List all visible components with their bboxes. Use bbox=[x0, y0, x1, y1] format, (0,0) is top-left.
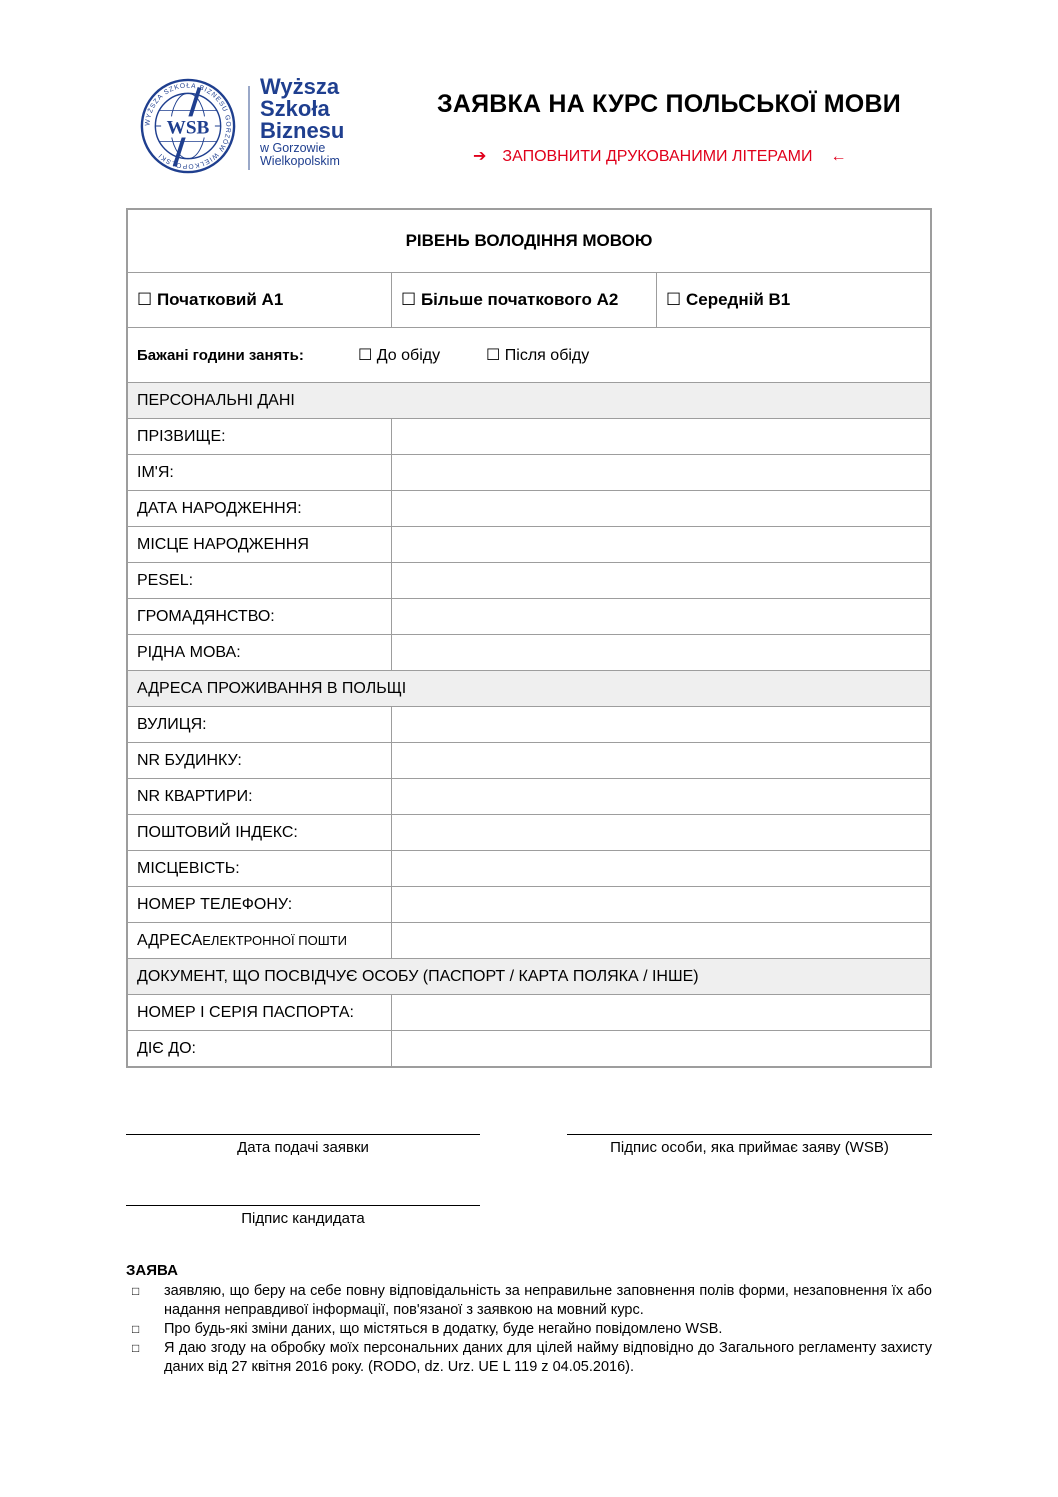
field-input-birth-date[interactable] bbox=[392, 491, 930, 526]
form-field-row bbox=[128, 850, 930, 886]
section-address bbox=[128, 670, 930, 706]
level-heading: РІВЕНЬ ВОЛОДІННЯ МОВОЮ bbox=[405, 231, 653, 250]
logo-circle-text: WSB bbox=[166, 117, 210, 139]
declaration-item bbox=[126, 1339, 932, 1377]
form-field-row bbox=[128, 994, 930, 1030]
level-option-a1[interactable]: ☐ Початковий A1 bbox=[128, 273, 392, 327]
field-input-email[interactable] bbox=[392, 923, 930, 958]
arrow-left-icon: ← bbox=[830, 148, 847, 165]
declaration-text: Я даю згоду на обробку моїх персональних даних для цілей найму відповідно до Загального регламенту захисту даних від 27 квітня 2016 року. (RODO, dz. Urz. UE L 119 z 04.05.2016). bbox=[164, 1340, 932, 1375]
field-label-native-language: РІДНА МОВА: bbox=[128, 635, 392, 670]
declaration-list bbox=[126, 1282, 932, 1377]
field-label-birth-date: ДАТА НАРОДЖЕННЯ: bbox=[128, 491, 392, 526]
field-label-pesel: PESEL: bbox=[128, 563, 392, 598]
logo-line-1: Wyższa bbox=[260, 74, 340, 99]
form-field-row bbox=[128, 778, 930, 814]
page-title: ЗАЯВКА НА КУРС ПОЛЬСЬКОЇ МОВИ bbox=[437, 90, 901, 118]
checkbox-icon[interactable]: □ bbox=[132, 1322, 140, 1336]
declaration-text: заявляю, що беру на себе повну відповідальність за неправильне заповнення полів форми, незаповнення їх або надання неправдивої інформації, пов'язаної з заявкою на мовний курс. bbox=[164, 1283, 932, 1318]
field-input-locality[interactable] bbox=[392, 851, 930, 886]
field-input-surname[interactable] bbox=[392, 419, 930, 454]
level-option-b1[interactable]: ☐ Середній B1 bbox=[666, 290, 791, 309]
field-label-birth-place: МІСЦЕ НАРОДЖЕННЯ bbox=[128, 527, 392, 562]
signature-label-candidate: Підпис кандидата bbox=[241, 1210, 365, 1227]
signature-label-date: Дата подачі заявки bbox=[237, 1139, 369, 1156]
field-input-valid-until[interactable] bbox=[392, 1031, 930, 1066]
signature-line-date[interactable] bbox=[126, 1134, 480, 1135]
logo-divider bbox=[248, 86, 250, 170]
field-input-apartment-number[interactable] bbox=[392, 779, 930, 814]
field-label-locality: МІСЦЕВІСТЬ: bbox=[128, 851, 392, 886]
instruction-banner bbox=[473, 146, 847, 166]
field-input-passport-number[interactable] bbox=[392, 995, 930, 1030]
field-label-postal-code: ПОШТОВИЙ ІНДЕКС: bbox=[128, 815, 392, 850]
field-input-citizenship[interactable] bbox=[392, 599, 930, 634]
hours-row bbox=[128, 327, 930, 382]
level-heading-row bbox=[128, 210, 930, 272]
arrow-right-icon: ➔ bbox=[473, 148, 487, 165]
field-input-pesel[interactable] bbox=[392, 563, 930, 598]
form-field-row bbox=[128, 526, 930, 562]
form-field-row bbox=[128, 706, 930, 742]
field-label-citizenship: ГРОМАДЯНСТВО: bbox=[128, 599, 392, 634]
form-field-row bbox=[128, 886, 930, 922]
section-document bbox=[128, 958, 930, 994]
form-field-row bbox=[128, 634, 930, 670]
section-personal bbox=[128, 382, 930, 418]
hours-option-before-lunch[interactable]: ☐ До обіду bbox=[358, 347, 441, 364]
declaration-item bbox=[126, 1282, 932, 1320]
field-input-native-language[interactable] bbox=[392, 635, 930, 670]
declaration-title: ЗАЯВА bbox=[126, 1262, 178, 1279]
form-field-row bbox=[128, 562, 930, 598]
field-input-postal-code[interactable] bbox=[392, 815, 930, 850]
wsb-emblem-icon bbox=[140, 78, 236, 174]
field-input-birth-place[interactable] bbox=[392, 527, 930, 562]
checkbox-icon[interactable]: □ bbox=[132, 1341, 140, 1355]
logo-line-3: Biznesu bbox=[260, 118, 345, 143]
email-label-part-1: АДРЕСА bbox=[137, 931, 203, 949]
instruction-text: ЗАПОВНИТИ ДРУКОВАНИМИ ЛІТЕРАМИ bbox=[502, 148, 813, 165]
logo-line-4: w Gorzowie bbox=[260, 141, 326, 155]
signature-line-candidate[interactable] bbox=[126, 1205, 480, 1206]
field-label-surname: ПРІЗВИЩЕ: bbox=[128, 419, 392, 454]
form-field-row bbox=[128, 742, 930, 778]
form-field-row bbox=[128, 922, 930, 958]
logo-line-5: Wielkopolskim bbox=[260, 154, 340, 168]
level-options-row bbox=[128, 272, 930, 327]
signature-line-receiver[interactable] bbox=[567, 1134, 932, 1135]
hours-option-after-lunch[interactable]: ☐ Після обіду bbox=[486, 347, 590, 364]
field-label-passport-number: НОМЕР І СЕРІЯ ПАСПОРТА: bbox=[128, 995, 392, 1030]
field-label-phone: НОМЕР ТЕЛЕФОНУ: bbox=[128, 887, 392, 922]
logo-ring-text: WYŻSZA SZKOŁA BIZNESU GORZÓW WIELKOPOLSKI bbox=[144, 82, 232, 170]
field-input-street[interactable] bbox=[392, 707, 930, 742]
form-field-row bbox=[128, 598, 930, 634]
field-input-phone[interactable] bbox=[392, 887, 930, 922]
email-label-part-2: ЕЛЕКТРОННОЇ ПОШТИ bbox=[202, 933, 347, 948]
field-input-first-name[interactable] bbox=[392, 455, 930, 490]
wsb-logo bbox=[140, 76, 380, 180]
field-label-apartment-number: NR КВАРТИРИ: bbox=[128, 779, 392, 814]
form-field-row bbox=[128, 1030, 930, 1066]
form-field-row bbox=[128, 454, 930, 490]
field-input-house-number[interactable] bbox=[392, 743, 930, 778]
logo-line-2: Szkoła bbox=[260, 96, 330, 121]
field-label-street: ВУЛИЦЯ: bbox=[128, 707, 392, 742]
checkbox-icon[interactable]: □ bbox=[132, 1284, 140, 1298]
form-field-row bbox=[128, 814, 930, 850]
field-label-first-name: ІМ'Я: bbox=[128, 455, 392, 490]
form-field-row bbox=[128, 418, 930, 454]
section-personal-heading: ПЕРСОНАЛЬНІ ДАНІ bbox=[137, 391, 295, 409]
application-form bbox=[126, 208, 932, 1068]
field-label-email bbox=[128, 923, 392, 958]
field-label-house-number: NR БУДИНКУ: bbox=[128, 743, 392, 778]
section-address-heading: АДРЕСА ПРОЖИВАННЯ В ПОЛЬЩІ bbox=[137, 679, 407, 697]
declaration-item bbox=[126, 1320, 932, 1339]
signature-label-receiver: Підпис особи, яка приймає заяву (WSB) bbox=[610, 1139, 889, 1156]
section-document-heading: ДОКУМЕНТ, ЩО ПОСВІДЧУЄ ОСОБУ (ПАСПОРТ / КАРТА ПОЛЯКА / ІНШЕ) bbox=[137, 967, 699, 985]
declaration-text: Про будь-які зміни даних, що містяться в додатку, буде негайно повідомлено WSB. bbox=[164, 1321, 723, 1337]
field-label-valid-until: ДІЄ ДО: bbox=[128, 1031, 392, 1066]
form-field-row bbox=[128, 490, 930, 526]
logo-wordmark bbox=[260, 76, 344, 168]
hours-label: Бажані години занять: bbox=[137, 346, 304, 364]
level-option-a2[interactable]: ☐ Більше початкового A2 bbox=[392, 273, 657, 327]
